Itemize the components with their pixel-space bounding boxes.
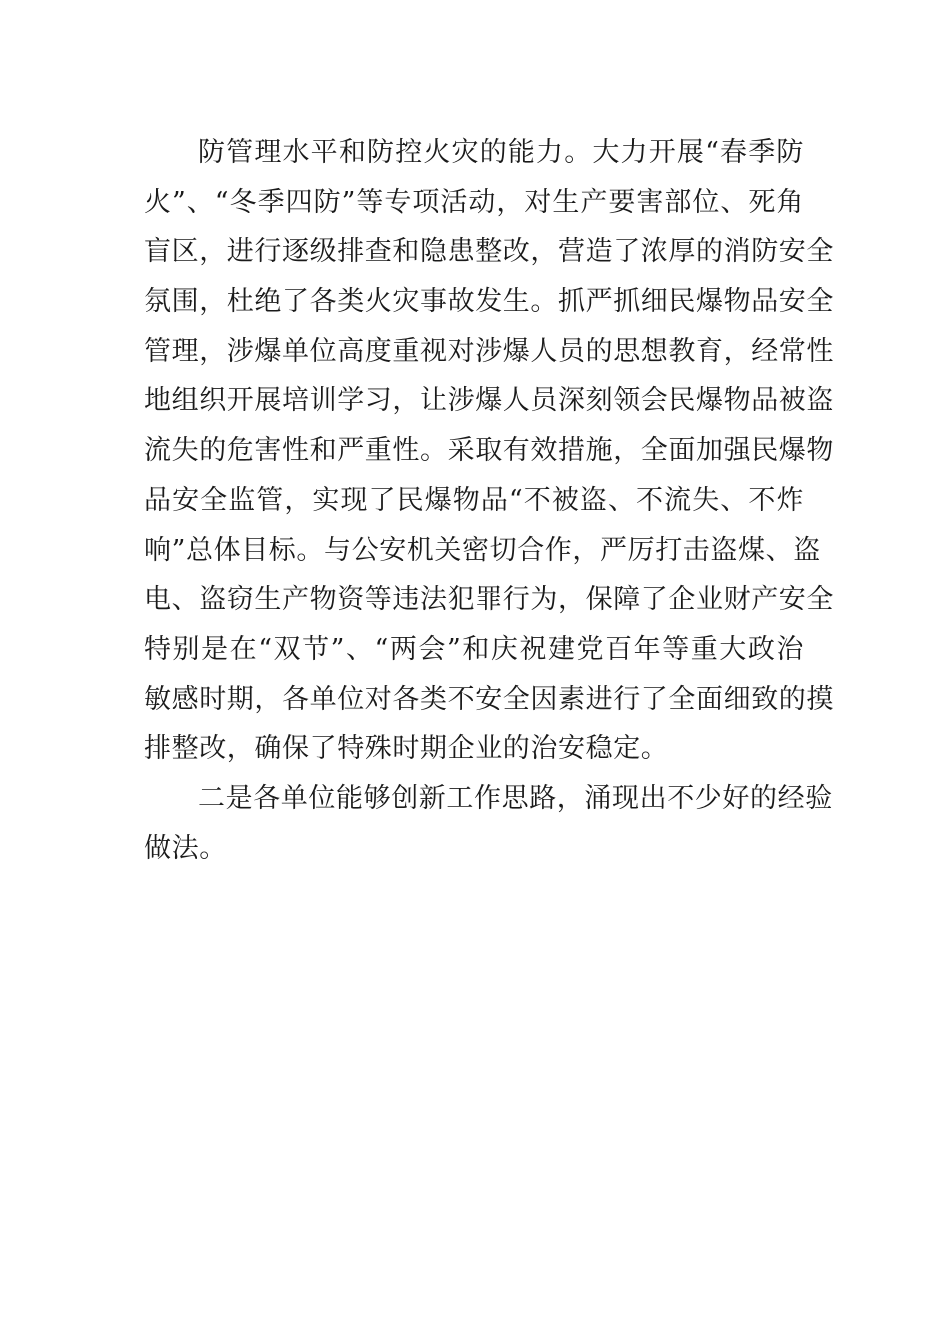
text-line: 品安全监管，实现了民爆物品“不被盗、不流失、不炸 (144, 484, 804, 516)
text-line: 敏感时期，各单位对各类不安全因素进行了全面细致的摸 (144, 683, 834, 715)
text-line: 防管理水平和防控火灾的能力。大力开展“春季防 (198, 137, 804, 168)
text-line: 二是各单位能够创新工作思路，涌现出不少好的经验 (198, 782, 833, 814)
text-line: 排整改，确保了特殊时期企业的治安稳定。 (144, 733, 669, 765)
text-line: 盲区，进行逐级排查和隐患整改，营造了浓厚的消防安全 (144, 236, 834, 268)
text-line: 流失的危害性和严重性。采取有效措施，全面加强民爆物 (144, 435, 834, 467)
body-text (144, 128, 834, 873)
text-line: 做法。 (144, 832, 227, 864)
text-line: 响”总体目标。与公安机关密切合作，严厉打击盗煤、盗 (144, 534, 821, 566)
paragraph-2 (144, 774, 833, 873)
text-line: 氛围，杜绝了各类火灾事故发生。抓严抓细民爆物品安全 (144, 286, 834, 318)
text-line: 地组织开展培训学习，让涉爆人员深刻领会民爆物品被盗 (144, 385, 834, 417)
paragraph-1 (144, 128, 834, 774)
text-line: 电、盗窃生产物资等违法犯罪行为，保障了企业财产安全 (144, 584, 834, 616)
text-line: 火”、“冬季四防”等专项活动，对生产要害部位、死角 (144, 186, 804, 218)
text-line: 特别是在“双节”、“两会”和庆祝建党百年等重大政治 (144, 633, 804, 665)
text-line: 管理，涉爆单位高度重视对涉爆人员的思想教育，经常性 (144, 335, 834, 367)
